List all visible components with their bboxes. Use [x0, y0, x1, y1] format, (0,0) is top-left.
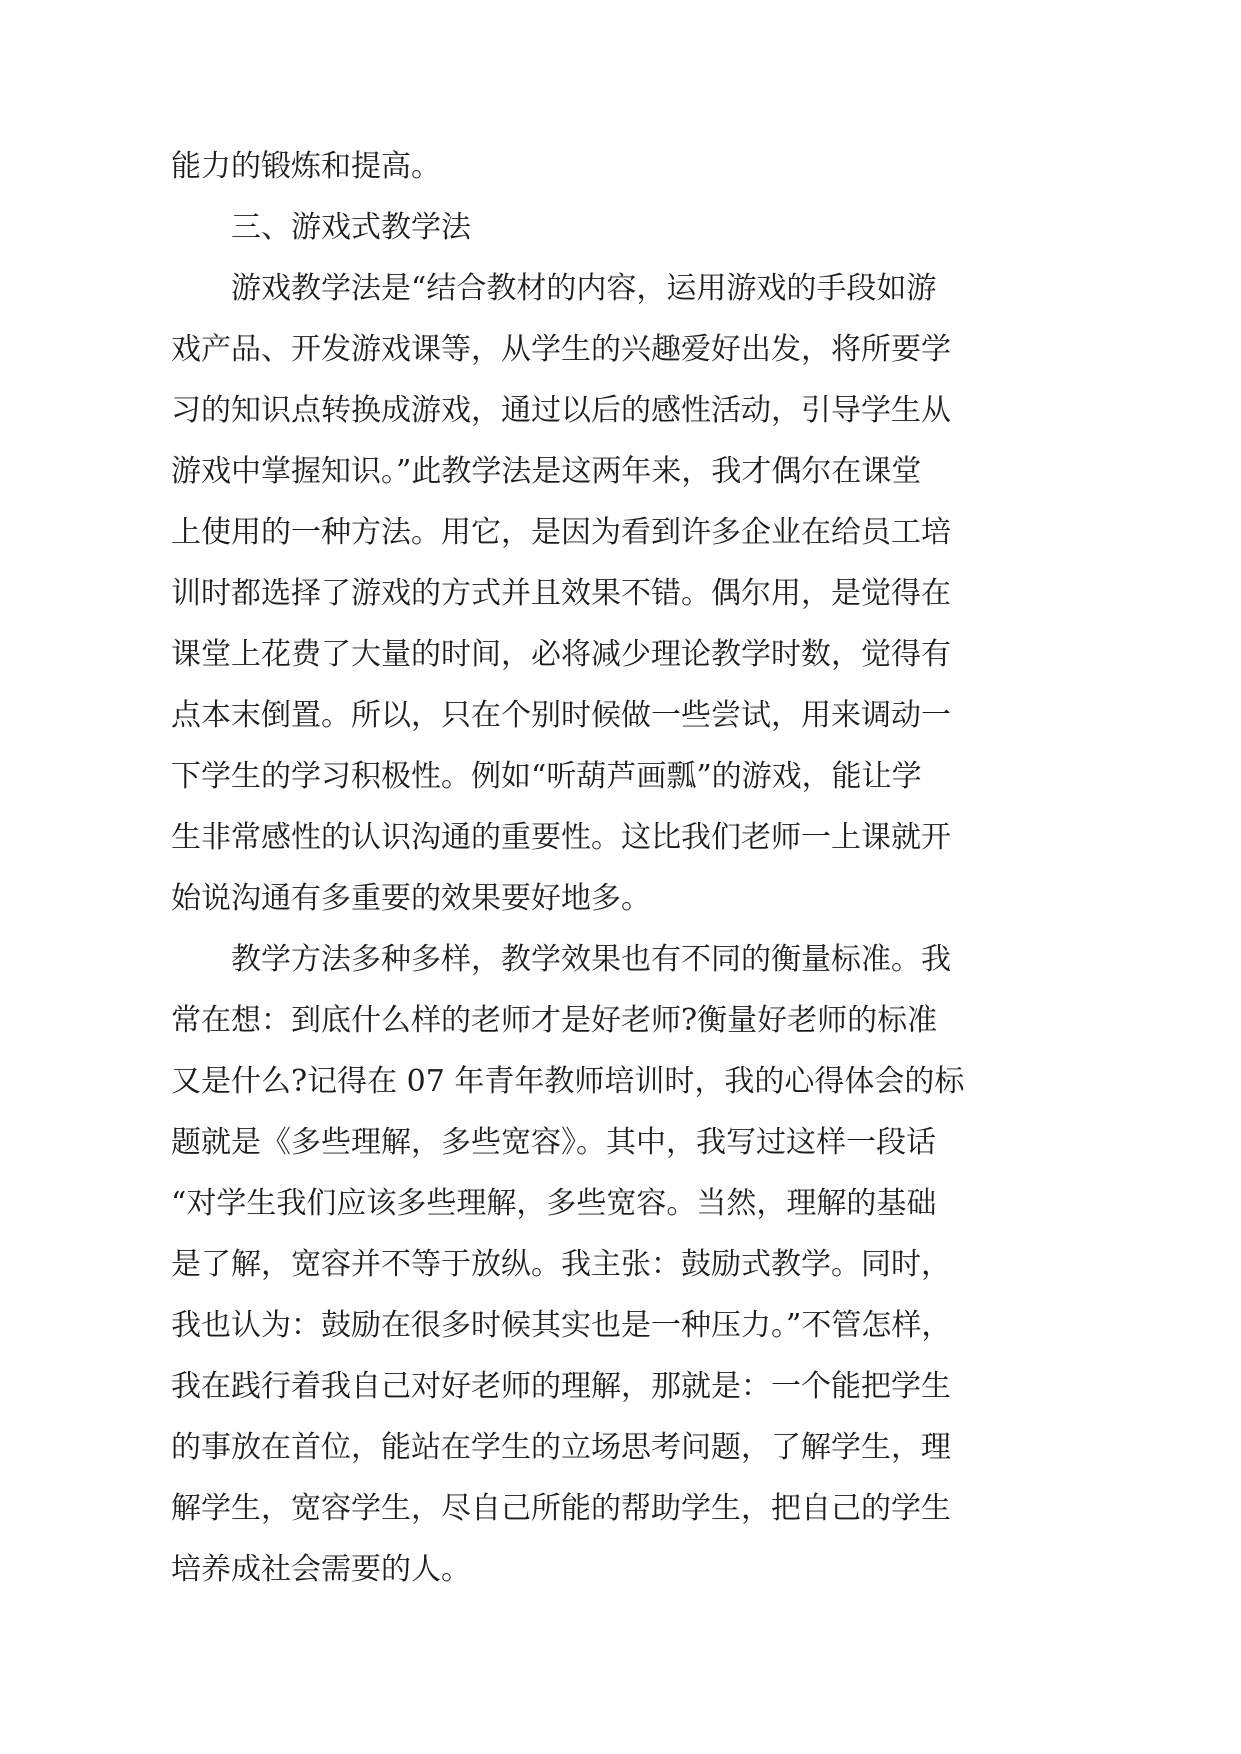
text-line: 我也认为：鼓励在很多时候其实也是一种压力。”不管怎样，: [171, 1308, 952, 1343]
text-line: 生非常感性的认识沟通的重要性。这比我们老师一上课就开: [171, 820, 951, 855]
text-line: 题就是《多些理解，多些宽容》。其中，我写过这样一段话: [171, 1125, 936, 1160]
text-line: 上使用的一种方法。用它，是因为看到许多企业在给员工培: [171, 515, 951, 550]
text-line: 常在想：到底什么样的老师才是好老师?衡量好老师的标准: [171, 1003, 938, 1038]
text-line: “对学生我们应该多些理解，多些宽容。当然，理解的基础: [171, 1186, 937, 1221]
text-line: 点本末倒置。所以，只在个别时候做一些尝试，用来调动一: [171, 698, 951, 733]
text-line: 训时都选择了游戏的方式并且效果不错。偶尔用，是觉得在: [171, 576, 951, 611]
text-line: 是了解，宽容并不等于放纵。我主张：鼓励式教学。同时，: [171, 1247, 951, 1282]
text-line: 下学生的学习积极性。例如“听葫芦画瓢”的游戏，能让学: [171, 759, 922, 794]
text-line: 我在践行着我自己对好老师的理解，那就是：一个能把学生: [171, 1369, 951, 1404]
text-line: 游戏中掌握知识。”此教学法是这两年来，我才偶尔在课堂: [171, 454, 922, 489]
text-line: 习的知识点转换成游戏，通过以后的感性活动，引导学生从: [171, 393, 951, 428]
paragraph-first-line: 三、游戏式教学法: [231, 210, 471, 245]
text-line: 的事放在首位，能站在学生的立场思考问题，了解学生，理: [171, 1430, 951, 1465]
paragraph-first-line: 游戏教学法是“结合教材的内容，运用游戏的手段如游: [231, 271, 937, 306]
text-line: 又是什么?记得在 07 年青年教师培训时，我的心得体会的标: [171, 1064, 965, 1099]
text-line: 课堂上花费了大量的时间，必将减少理论教学时数，觉得有: [171, 637, 951, 672]
text-line: 培养成社会需要的人。: [171, 1552, 471, 1587]
text-line: 戏产品、开发游戏课等，从学生的兴趣爱好出发，将所要学: [171, 332, 951, 367]
text-line: 解学生，宽容学生，尽自己所能的帮助学生，把自己的学生: [171, 1491, 951, 1526]
text-line: 能力的锻炼和提高。: [171, 149, 441, 184]
text-line: 始说沟通有多重要的效果要好地多。: [171, 881, 651, 916]
paragraph-first-line: 教学方法多种多样，教学效果也有不同的衡量标准。我: [231, 942, 951, 977]
